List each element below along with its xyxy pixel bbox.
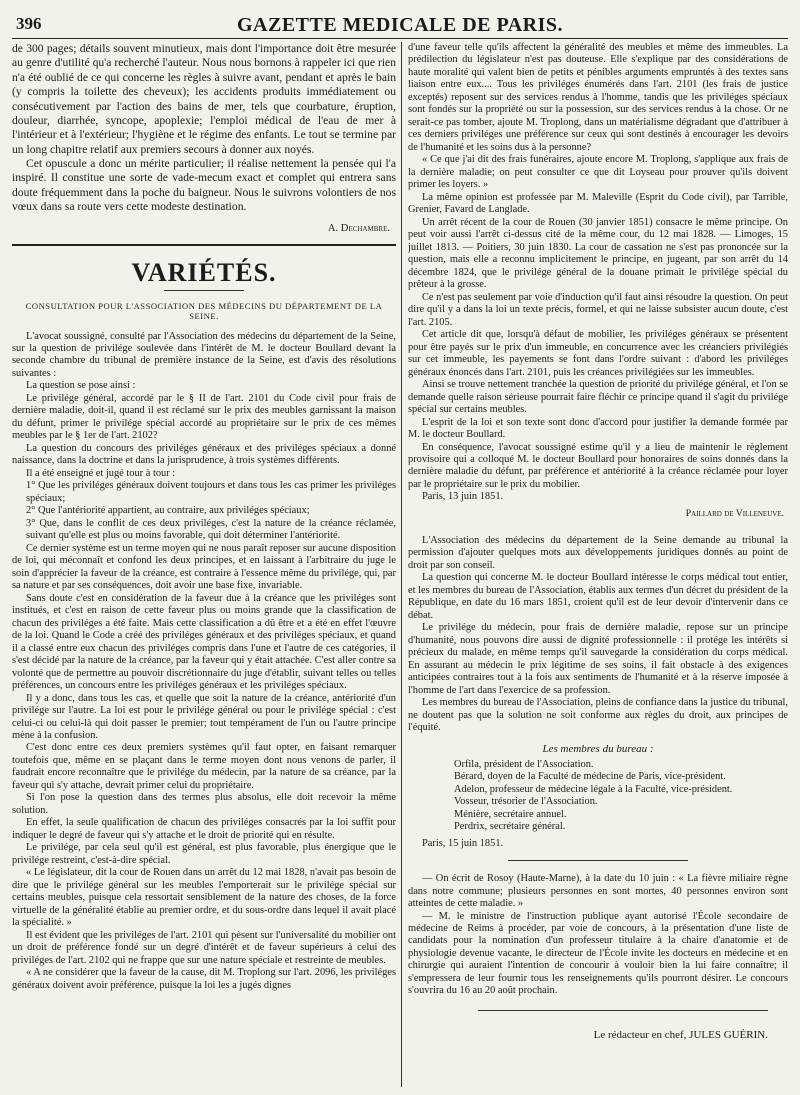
list-item: 1° Que les priviléges généraux doivent toujours et dans tous les cas primer les priviléges spéciaux;: [26, 480, 396, 504]
paragraph: La question se pose ainsi :: [26, 380, 136, 392]
paragraph: Ce dernier système est un terme moyen qui ne nous paraît reposer sur aucune disposition de loi, qui méconnaît et confond les deux principes, et en laissant à l'arbitraire du juge le soin d'apprécier la faveur de la créance, est contraire à l'essence même du privilége, qui, par sa nature et par ses conséquences, doit avoir une base fixe, invariable.: [12, 542, 396, 592]
right-column: [408, 42, 788, 1095]
paragraph: L'esprit de la loi et son texte sont donc d'accord pour justifier la demande formée par M. le docteur Boullard.: [408, 416, 788, 441]
member-line: Perdrix, secrétaire général.: [454, 821, 566, 833]
section-title: VARIÉTÉS.: [131, 257, 277, 287]
review-signature: A. Dechambre.: [327, 222, 390, 234]
list-item: 2° Que l'antériorité appartient, au contraire, aux priviléges spéciaux;: [26, 505, 310, 517]
bureau-members: [408, 759, 788, 834]
bureau-date: Paris, 15 juin 1851.: [422, 837, 504, 849]
opinion-list: [12, 480, 396, 542]
member-line: Bérard, doyen de la Faculté de médecine de Paris, vice-président.: [454, 771, 726, 783]
consultation-date: Paris, 13 juin 1851.: [422, 491, 504, 503]
page-number: 396: [16, 14, 42, 33]
title-rule: [164, 290, 244, 291]
paragraph: Le privilége du médecin, pour frais de dernière maladie, repose sur un principe d'humanité, nous pouvons dire aussi de dignité professionnelle : il protége les intérêts si précieux du malade, en même temps qu'il sauvegarde la considération du corps médical. En assurant au médecin le prix légitime de ses soins, il fait obstacle à des exigences anticipées contraires tout à la fois aux sentiments de l'humanité et à la réserve imposée à l'homme de l'art dans l'exercice de sa profession.: [408, 622, 788, 696]
closing-divider: [478, 1010, 768, 1011]
list-item: 3° Que, dans le conflit de ces deux priviléges, c'est la nature de la créance réclamée, suivant qu'elle est plus ou moins favorable, qui doit déterminer l'antériorité.: [26, 517, 396, 542]
member-line: Orfila, président de l'Association.: [454, 758, 594, 770]
news-item: — M. le ministre de l'instruction publique ayant autorisé l'École secondaire de médecine de Reims à procéder, par voie de concours, à la présentation d'une liste de candidats pour la nomination d'un professeur titulaire à la chaire d'anatomie et de physiologie devenue vacante, le directeur de l'École invite les docteurs en médecine et en chirurgie qui auraient l'intention de concourir à vouloir bien la lui faire connaître; il s'empressera de leur fournir tous les renseignements qu'ils pourront désirer. Le concours s'ouvrira du 16 au 20 août prochain.: [408, 910, 788, 997]
consultation-title: CONSULTATION POUR L'ASSOCIATION DES MÉDECINS DU DÉPARTEMENT DE LA SEINE.: [25, 300, 383, 321]
paragraph: d'une faveur telle qu'ils affectent la généralité des meubles et même des immeubles. La prédilection du législateur n'est pas douteuse. Elle s'explique par des considérations de haute moralité qui valent bien de petits et pénibles arguments empruntés à des textes sans liaison entre eux.... Tous les priviléges énumérés dans l'art. 2101 (les frais de justice exceptés) reposent sur des services rendus à l'homme, tandis que les priviléges spéciaux sont fondés sur la propriété ou sur la possession, sur des services rendus à la chose. Or ne serait-ce pas tomber, ajoute M. Troplong, dans un matérialisme dégradant que d'attribuer à ces derniers priviléges une préférence sur ceux qui sont destinés à encourager les devoirs de l'humanité et les soins dus à la personne?: [408, 42, 788, 153]
paragraph: La question qui concerne M. le docteur Boullard intéresse le corps médical tout entier, et les membres du bureau de l'Association, établis aux termes d'un décret du président de la République, en date du 16 mars 1851, croient qu'il est de leur devoir d'intervenir dans ce débat.: [408, 572, 788, 621]
paragraph: En effet, la seule qualification de chacun des priviléges consacrés par la loi suffit pour indiquer le degré de faveur qui s'y attache et le droit de priorité qui en résulte.: [12, 817, 396, 841]
review-paragraph: de 300 pages; détails souvent minutieux, mais dont l'importance doit être mesurée au genre d'utilité qu'a recherché l'auteur. Nous nous bornons à rappeler ici que rien n'a été oublié de ce qui concerne les règles à suivre avant, pendant et après le bain (y compris la toilette des cheveux); les accidents produits immédiatement ou consécutivement par l'action des bains de mer, tels que courbature, éruption, douleur, diarrhée, syncope, apoplexie; l'emploi médical de l'eau de mer à l'intérieur et à l'extérieur; l'hygiène et le régime des enfants. Le tout se termine par un long chapitre relatif aux premiers secours à donner aux noyés.: [12, 42, 396, 156]
paragraph: L'avocat soussigné, consulté par l'Association des médecins du département de la Seine, sur la question de privilége soulevée dans l'intérêt de M. le docteur Boullard devant la seconde chambre du tribunal de première instance de la Seine, est d'avis des résolutions suivantes :: [12, 330, 396, 379]
paragraph: En conséquence, l'avocat soussigné estime qu'il y a lieu de maintenir le règlement provisoire qui a colloqué M. le docteur Boullard pour honoraires de soins donnés dans la dernière maladie du défunt, par préférence et antériorité à la créance réclamée pour loyer par le propriétaire sur le prix du mobilier.: [408, 441, 788, 490]
journal-title: GAZETTE MEDICALE DE PARIS.: [236, 14, 564, 36]
news-item: — On écrit de Rosoy (Haute-Marne), à la date du 10 juin : « La fièvre miliaire règne dans notre commune; plusieurs personnes en sont mortes, 40 personnes environ sont atteintes de cette maladie. »: [408, 873, 788, 910]
paragraph: Sans doute c'est en considération de la faveur due à la créance que les priviléges sont institués, et c'est en raison de cette faveur plus ou moins grande que la classification de chacun des priviléges a été faite. Mais cette classification a dû être et a été en effet l'œuvre de la loi. Quand le Code a créé des priviléges généraux et des priviléges spéciaux, et quand il a classé entre eux chacun des priviléges compris dans l'une et l'autre de ces catégories, il s'est décidé par la nature de la créance, par la faveur qui y était attachée. C'est aller contre sa volonté que de permettre au pouvoir discrétionnaire du juge d'établir, suivant telles ou telles préférences, un concours entre les priviléges généraux et les priviléges spéciaux.: [12, 592, 396, 692]
paragraph: Les membres du bureau de l'Association, pleins de confiance dans la justice du tribunal, ne doutent pas que la solution ne soit conforme aux règles du droit, aux principes de l'équité.: [408, 697, 788, 734]
quotation-paragraph: « Ce que j'ai dit des frais funéraires, ajoute encore M. Troplong, s'applique aux frais de la dernière maladie; on peut consulter ce que dit Loyseau pour prouver qu'ils doivent primer les loyers. »: [408, 154, 788, 191]
paragraph: Le privilége, par cela seul qu'il est général, est plus favorable, plus énergique que le privilége restreint, c'est-à-dire spécial.: [12, 842, 396, 866]
columns: [12, 42, 788, 1095]
editor-signature: Le rédacteur en chef, JULES GUÉRIN.: [593, 1028, 768, 1041]
paragraph: Il est évident que les priviléges de l'art. 2101 qui pèsent sur l'universalité du mobilier ont un droit de préférence fondé sur un degré d'intérêt et de faveur supérieurs à celui des priviléges de l'art. 2102 qui ne frappe que sur une nature spéciale et restreinte de meubles.: [12, 929, 396, 966]
paragraph: La même opinion est professée par M. Maleville (Esprit du Code civil), par Tarrible, Grenier, Favard de Langlade.: [408, 191, 788, 216]
bureau-title: Les membres du bureau :: [542, 742, 654, 755]
paragraph: Ce n'est pas seulement par voie d'induction qu'il faut ainsi résoudre la question. On peut dire qu'il y a dans la loi un texte précis, formel, et qui ne laisse subsister aucun doute, c'est l'art. 2105.: [408, 291, 788, 328]
news-divider: [508, 860, 688, 861]
page-header: [12, 8, 788, 39]
left-column: [12, 42, 396, 1095]
paragraph: L'Association des médecins du département de la Seine demande au tribunal la permission d'ajouter quelques mots aux développements juridiques donnés au point de droit par son conseil.: [408, 534, 788, 571]
column-rule: [401, 42, 402, 1087]
member-line: Vosseur, trésorier de l'Association.: [454, 796, 598, 808]
book-review: [12, 42, 396, 215]
paragraph: Le privilége général, accordé par le § II de l'art. 2101 du Code civil pour frais de dernière maladie, doit-il, quand il est réclamé sur le prix des meubles garnissant la maison du défunt, primer le privilége spécial accordé au propriétaire sur le prix de ces mêmes meubles par le § 1er de l'art. 2102?: [12, 392, 396, 442]
paragraph: Si l'on pose la question dans des termes plus absolus, elle doit recevoir la même solution.: [12, 792, 396, 816]
paragraph: Cet article dit que, lorsqu'à défaut de mobilier, les priviléges généraux se présentent pour être payés sur le prix d'un immeuble, en concurrence avec les créanciers privilégiés sur cet immeuble, les payements se font dans l'ordre suivant : d'abord les priviléges généraux énoncés dans l'art. 2101, puis les créances privilégiées sur les immeubles.: [408, 329, 788, 378]
member-line: Ménière, secrétaire annuel.: [454, 808, 567, 820]
member-line: Adelon, professeur de médecine légale à la Faculté, vice-président.: [454, 783, 733, 795]
paragraph: La question du concours des priviléges généraux et des priviléges spéciaux a donné naissance, dans la doctrine et dans la jurisprudence, à trois systèmes différents.: [12, 442, 396, 467]
paragraph: Ainsi se trouve nettement tranchée la question de priorité du privilége général, et l'on se demande quelle raison sérieuse pourrait faire fléchir ce principe quand il s'agit du privilége spécial sur certains meubles.: [408, 379, 788, 416]
quotation-paragraph: « Le législateur, dit la cour de Rouen dans un arrêt du 12 mai 1828, n'avait pas besoin de dire que le privilége général sur les meubles l'emporterait sur le privilége spécial sur certains meubles, puisque cela ressortait sensiblement de la nature des choses, de la force virtuelle de la généralité établie au premier ordre, et du sous-ordre dans lequel il avait placé la spécialité. »: [12, 867, 396, 929]
review-paragraph: Cet opuscule a donc un mérite particulier; il réalise nettement la pensée qui l'a inspiré. Il constitue une sorte de vade-mecum exact et complet qui entrera sans doute fréquemment dans la poche du baigneur. Nous le suivrons volontiers de nos vœux dans sa route vers cette modeste destination.: [12, 157, 396, 214]
paragraph: Un arrêt récent de la cour de Rouen (30 janvier 1851) consacre le même principe. On peut voir aussi l'arrêt ci-dessus cité de la même cour, du 12 mai 1828. — Limoges, 15 juillet 1813. — Poitiers, 30 juin 1830. La cour de cassation ne s'est pas prononcée sur la question, mais elle a reconnu implicitement le principe, en jugeant, par son arrêt du 14 décembre 1824, que le privilége général de la douane primait le privilége spécial du prêteur à la grosse.: [408, 216, 788, 291]
paragraph: C'est donc entre ces deux premiers systèmes qu'il faut opter, en faisant remarquer toutefois que, même en se plaçant dans le terme moyen dont nous venons de parler, il faudrait encore reconnaître que le privilége du médecin, par la nature de sa créance, par la faveur qui s'y attache, devrait primer celui du propriétaire.: [12, 742, 396, 791]
section-divider: [12, 244, 396, 246]
paragraph: Il a été enseigné et jugé tour à tour :: [26, 467, 176, 479]
quotation-paragraph: « A ne considérer que la faveur de la cause, dit M. Troplong sur l'art. 2096, les priviléges généraux doivent avoir préférence, puisque la loi les a jugés dignes: [12, 967, 396, 991]
paragraph: Il y a donc, dans tous les cas, et quelle que soit la nature de la créance, antériorité d'un privilége sur l'autre. La loi est pour le privilége général ou pour le privilége spécial : c'est celui-ci ou celui-là qui doit passer le premier; tout tempérament de l'un ou l'autre principe mène à la confusion.: [12, 692, 396, 741]
consultation-signature: Paillard de Villeneuve.: [685, 507, 784, 519]
